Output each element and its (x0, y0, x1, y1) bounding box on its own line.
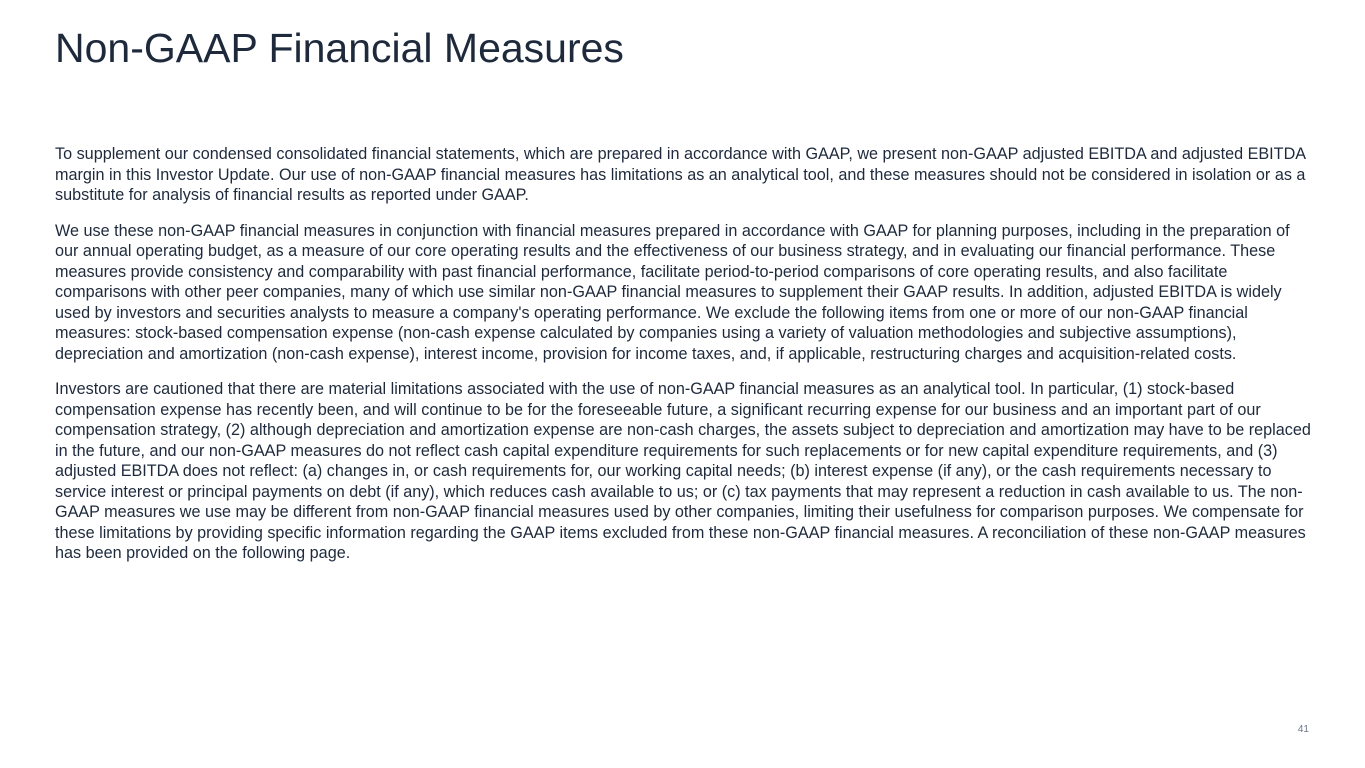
paragraph-limitations: Investors are cautioned that there are material limitations associated with the use of non-GAAP financial measures as an analytical tool. In particular, (1) stock-based compensation expense has recently been, and will continue to be for the foreseeable future, a significant recurring expense for our business and an important part of our compensation strategy, (2) although depreciation and amortization expense are non-cash charges, the assets subject to depreciation and amortization may have to be replaced in the future, and our non-GAAP measures do not reflect cash capital expenditure requirements for such replacements or for new capital expenditure requirements, and (3) adjusted EBITDA does not reflect: (a) changes in, or cash requirements for, our working capital needs; (b) interest expense (if any), or the cash requirements necessary to service interest or principal payments on debt (if any), which reduces cash available to us; or (c) tax payments that may represent a reduction in cash available to us. The non-GAAP measures we use may be different from non-GAAP financial measures used by other companies, limiting their usefulness for comparison purposes. We compensate for these limitations by providing specific information regarding the GAAP items excluded from these non-GAAP financial measures. A reconciliation of these non-GAAP measures has been provided on the following page. (55, 380, 1311, 562)
page-number: 41 (1297, 724, 1309, 735)
paragraph-intro: To supplement our condensed consolidated financial statements, which are prepared in accordance with GAAP, we present non-GAAP adjusted EBITDA and adjusted EBITDA margin in this Investor Update. Our use of non-GAAP financial measures has limitations as an analytical tool, and these measures should not be considered in isolation or as a substitute for analysis of financial results as reported under GAAP. (55, 145, 1306, 204)
body-text (55, 144, 1315, 579)
page-title: Non-GAAP Financial Measures (55, 25, 624, 71)
paragraph-usage: We use these non-GAAP financial measures in conjunction with financial measures prepared in accordance with GAAP for planning purposes, including in the preparation of our annual operating budget, as a measure of our core operating results and the effectiveness of our business strategy, and in evaluating our financial performance. These measures provide consistency and comparability with past financial performance, facilitate period-to-period comparisons of core operating results, and also facilitate comparisons with other peer companies, many of which use similar non-GAAP financial measures to supplement their GAAP results. In addition, adjusted EBITDA is widely used by investors and securities analysts to measure a company's operating performance. We exclude the following items from one or more of our non-GAAP financial measures: stock-based compensation expense (non-cash expense calculated by companies using a variety of valuation methodologies and subjective assumptions), depreciation and amortization (non-cash expense), interest income, provision for income taxes, and, if applicable, restructuring charges and acquisition-related costs. (55, 221, 1290, 363)
